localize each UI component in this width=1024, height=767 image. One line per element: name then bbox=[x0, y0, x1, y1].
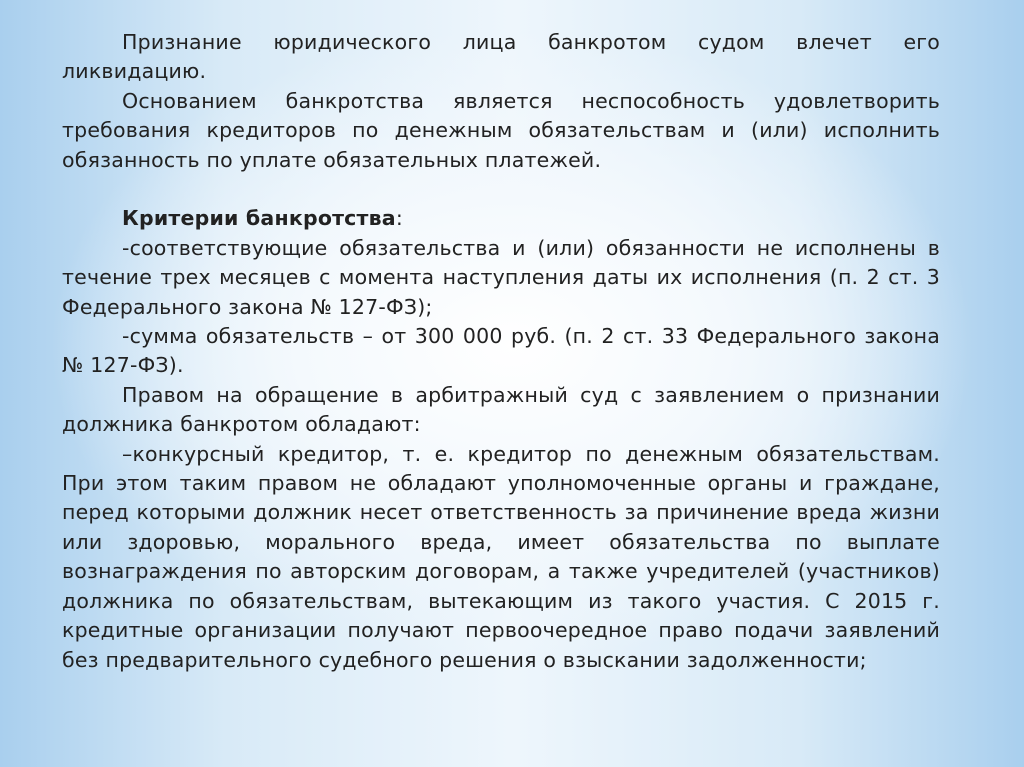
slide-text-body bbox=[62, 28, 940, 748]
criteria-item-amount: -сумма обязательств – от 300 000 руб. (п. 2 ст. 33 Федерального закона № 127-ФЗ). bbox=[62, 324, 940, 378]
criteria-heading-colon: : bbox=[395, 206, 403, 231]
paragraph-bankruptcy-basis: Основанием банкротства является неспособность удовлетворить требования кредиторов по денежным обязательствам и (или) исполнить обязанность по уплате обязательных платежей. bbox=[62, 88, 940, 172]
criteria-item-overdue: -соответствующие обязательства и (или) обязанности не исполнены в течение трех месяцев с момента наступления даты их исполнения (п. 2 ст. 3 Федерального закона № 127-ФЗ); bbox=[62, 235, 940, 319]
criteria-heading-line bbox=[62, 204, 940, 233]
paragraph-liquidation: Признание юридического лица банкротом судом влечет его ликвидацию. bbox=[62, 30, 940, 84]
paragraph-right-to-appeal: Правом на обращение в арбитражный суд с заявлением о признании должника банкротом обладают: bbox=[62, 382, 940, 437]
criteria-heading: Критерии банкротства bbox=[122, 206, 396, 231]
paragraph-spacer bbox=[62, 175, 940, 204]
paragraph-bankruptcy-creditor: –конкурсный кредитор, т. е. кредитор по денежным обязательствам. При этом таким правом не обладают уполномоченные органы и граждане, перед которыми должник несет ответственность за причинение вреда жизни или здоровью, морального вреда, имеет обязательства по выплате вознаграждения по авторским договорам, а также учредителей (участников) должника по обязательствам, вытекающим из такого участия. С 2015 г. кредитные организации получают первоочередное право подачи заявлений без предварительного судебного решения о взыскании задолженности; bbox=[62, 441, 940, 672]
